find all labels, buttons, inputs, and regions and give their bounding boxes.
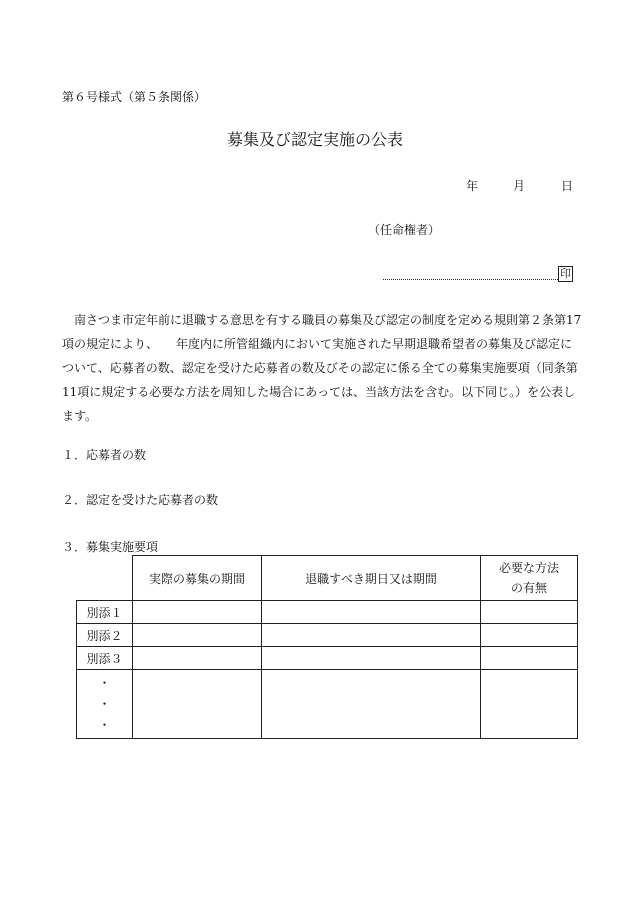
continuation-dot: ・ — [98, 717, 111, 732]
table-cell — [481, 624, 578, 647]
row-label: 別添２ — [77, 624, 133, 647]
header-required-method-line2: の有無 — [510, 581, 547, 595]
body-paragraph — [62, 308, 582, 428]
form-number: 第６号様式（第５条関係） — [62, 90, 207, 104]
table-cell — [481, 670, 578, 739]
table-row-continuation — [77, 670, 578, 739]
row-label: 別添３ — [77, 647, 133, 670]
table-corner-cell — [77, 556, 133, 601]
continuation-dots — [77, 670, 133, 739]
table-cell — [262, 601, 481, 624]
continuation-dot: ・ — [98, 675, 111, 690]
date-month-label: 月 — [513, 179, 526, 193]
table-row — [77, 647, 578, 670]
table-cell — [133, 670, 262, 739]
continuation-dot: ・ — [98, 696, 111, 711]
recruitment-table — [76, 555, 578, 739]
table-cell — [262, 647, 481, 670]
header-actual-period: 実際の募集の期間 — [133, 556, 262, 601]
table-header-row — [77, 556, 578, 601]
body-line: 項の規定により、 年度内に所管組織内において実施された早期退職希望者の募集及び認定に — [62, 337, 573, 351]
table-cell — [262, 670, 481, 739]
table-cell — [262, 624, 481, 647]
row-label: 別添１ — [77, 601, 133, 624]
table-cell — [133, 601, 262, 624]
seal-mark: 印 — [560, 267, 571, 280]
date-day-label: 日 — [561, 179, 574, 193]
header-required-method-line1: 必要な方法 — [498, 561, 559, 575]
body-line: 11項に規定する必要な方法を周知した場合にあっては、当該方法を含む。以下同じ。）を公表し — [62, 385, 576, 399]
body-line: 南さつま市定年前に退職する意思を有する職員の募集及び認定の制度を定める規則第２条第17 — [74, 313, 582, 327]
body-line: ます。 — [62, 409, 98, 423]
document-title: 募集及び認定実施の公表 — [226, 130, 403, 149]
table-cell — [481, 647, 578, 670]
table-cell — [481, 601, 578, 624]
header-required-method — [481, 556, 578, 601]
table-cell — [133, 647, 262, 670]
date-year-label: 年 — [466, 179, 479, 193]
item-certified-count: ２．認定を受けた応募者の数 — [62, 493, 219, 507]
table-row — [77, 601, 578, 624]
table-row — [77, 624, 578, 647]
signature-line — [383, 279, 558, 280]
body-line: ついて、応募者の数、認定を受けた応募者の数及びその認定に係る全ての募集実施要項（同条第 — [62, 361, 578, 375]
item-recruitment-guidelines: ３．募集実施要項 — [62, 540, 159, 554]
header-retirement-date: 退職すべき期日又は期間 — [262, 556, 481, 601]
table-cell — [133, 624, 262, 647]
appointer-label: （任命権者） — [368, 223, 441, 237]
item-applicant-count: １．応募者の数 — [62, 448, 147, 462]
